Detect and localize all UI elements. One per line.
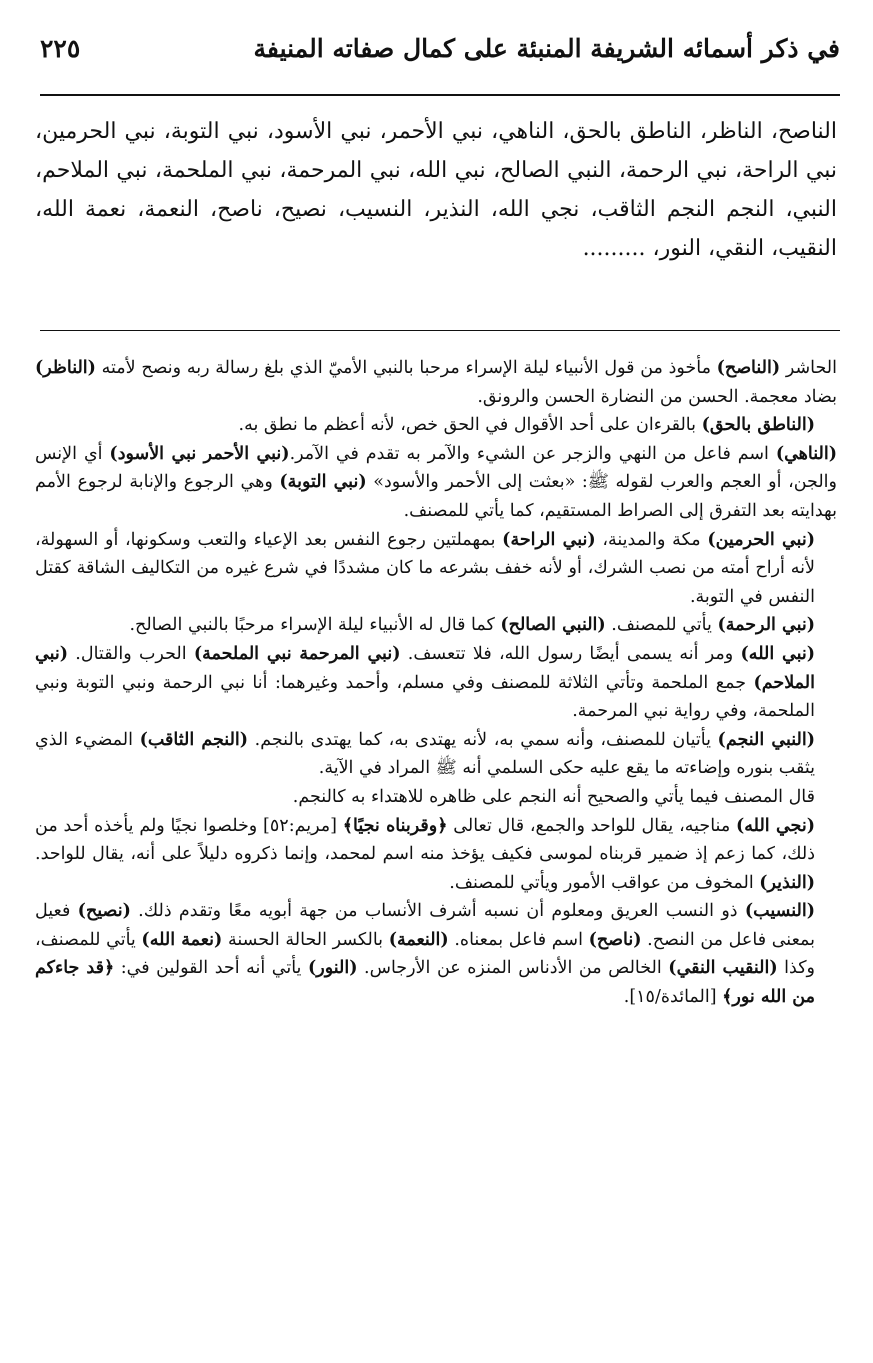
term: (نبي المرحمة نبي الملحمة) xyxy=(193,643,401,664)
text-run: أي الإنس والجن، أو العجم والعرب لقوله ﷺ: «بعثت إلى الأحمر والأسود» xyxy=(35,443,837,493)
text-run: مكة والمدينة، xyxy=(595,529,708,550)
term: (نبي الله) xyxy=(740,643,815,664)
term: (النور) xyxy=(307,958,358,979)
text-run: ومر أنه يسمى أيضًا رسول الله، فلا تتعسف. xyxy=(400,643,741,664)
text-run: [المائدة/١٥]. xyxy=(623,987,723,1008)
commentary-paragraph xyxy=(35,440,837,526)
text-run: يأتي للمصنف. xyxy=(605,615,718,636)
text-run: كما قال له الأنبياء ليلة الإسراء مرحبًا بالنبي الصالح. xyxy=(129,615,501,636)
text-run: مناجيه، يقال للواحد والجمع، قال تعالى xyxy=(447,815,736,836)
text-run: وهي الرجوع والإنابة لرجوع الأمم بهدايته بعد التفرق إلى الصراط المستقيم، كما يأتي للمصنف. xyxy=(35,472,837,521)
commentary-paragraph xyxy=(35,812,837,898)
term: (الناهي) xyxy=(775,443,837,464)
text-run: جمع الملحمة وتأتي الثلاثة للمصنف وفي مسلم، وأحمد وغيرهما: أنا نبي الرحمة ونبي التوبة ونبي الملحمة، وفي رواية نبي المرحمة. xyxy=(35,672,815,722)
term: (نعمة الله) xyxy=(141,929,223,950)
term: (النبي الصالح) xyxy=(500,615,606,636)
term: (ناصح) xyxy=(588,929,642,950)
commentary-paragraph xyxy=(35,526,837,612)
text-run: الحاشر xyxy=(780,358,837,378)
footnote-rule xyxy=(40,330,840,331)
term: (نجي الله) xyxy=(735,815,815,836)
commentary-paragraph xyxy=(35,354,837,411)
term: (نبي الحرمين) xyxy=(707,529,815,550)
term: (نصيح) xyxy=(77,901,131,922)
text-run: بضاد معجمة. الحسن من النضارة الحسن والرونق. xyxy=(477,386,837,407)
term: (النقيب النقي) xyxy=(668,958,778,979)
text-run: فعيل بمعنى فاعل من النصح. xyxy=(35,901,816,950)
commentary-paragraph xyxy=(35,411,837,440)
poem-text: الناصح، الناظر، الناطق بالحق، الناهي، نبي الأحمر، نبي الأسود، نبي التوبة، نبي الحرمين، نبي الراحة، نبي الرحمة، النبي الصالح، نبي الله، نبي المرحمة، نبي الملحمة، نبي الملاحم، النبي، النجم النجم الثاقب، نجي الله، النذير، النسيب، نصيح، ناصح، النعمة، نعمة الله، النقيب، النقي، النور، xyxy=(35,119,837,261)
commentary-paragraph xyxy=(35,640,837,726)
text-run: يأتي أنه أحد القولين في: xyxy=(114,958,308,979)
term: (النبي النجم) xyxy=(717,729,815,750)
text-run: اسم فاعل بمعناه. xyxy=(448,929,589,950)
text-run: الخالص من الأدناس المنزه عن الأرجاس. xyxy=(357,958,669,979)
page-header xyxy=(40,28,840,88)
term: (النسيب) xyxy=(744,901,816,922)
term: (الناطق بالحق) xyxy=(701,415,815,436)
text-run: [مريم:٥٢] وخلصوا نجيًا ولم يأخذه أحد من ذلك، كما زعم إذ ضمير قربناه لموسى فكيف يؤخذ منه اسم لمحمد، وإنما ذكروه دليلاً على أنه، يقال للواحد. xyxy=(35,815,815,865)
text-run: قال المصنف فيما يأتي والصحيح أنه النجم على ظاهره للاهتداء به كالنجم. xyxy=(292,786,815,807)
text-run: يأتيان للمصنف، وأنه سمي به، لأنه يهتدى به، كما يهتدى بالنجم. xyxy=(248,729,718,750)
running-title: في ذكر أسمائه الشريفة المنبئة على كمال صفاته المنيفة xyxy=(253,34,840,63)
page-number: ٢٢٥ xyxy=(40,34,81,63)
term: (النذير) xyxy=(759,872,815,893)
term: (نبي التوبة) xyxy=(279,472,367,493)
term: (النعمة) xyxy=(388,929,449,950)
term: (نبي الرحمة) xyxy=(717,615,815,636)
text-run: الحرب والقتال. xyxy=(68,643,194,664)
commentary xyxy=(35,354,837,1012)
text-run: بمهملتين رجوع النفس بعد الإعياء والتعب وسكونها، أو السهولة، لأنه أراح أمته من نصب الشرك، أو لأنه خفف بشرعه ما كان مشددًا في شرع غيره من التكاليف الشاقة كقتل النفس في التوبة. xyxy=(35,529,815,607)
quran-quote: ﴿قد جاءكم من الله نور﴾ xyxy=(35,958,815,1008)
commentary-paragraph xyxy=(35,611,837,640)
text-run: اسم فاعل من النهي والزجر عن الشيء والآمر به تقدم في الآمر. xyxy=(289,443,776,464)
term: (نبي الراحة) xyxy=(502,529,596,550)
text-run: مأخوذ من قول الأنبياء ليلة الإسراء مرحبا بالنبي الأميّ الذي بلغ رسالة ربه ونصح لأمته xyxy=(95,358,717,378)
quran-quote: ﴿وقربناه نجيًا﴾ xyxy=(342,815,448,836)
commentary-paragraph xyxy=(35,783,837,812)
commentary-paragraph xyxy=(35,726,837,783)
text-run: بالقرءان على أحد الأقوال في الحق خص، لأنه أعظم ما نطق به. xyxy=(238,415,702,436)
header-rule xyxy=(40,94,840,96)
term: (الناصح) xyxy=(716,358,781,378)
text-run: المخوف من عواقب الأمور ويأتي للمصنف. xyxy=(449,872,760,893)
commentary-paragraph xyxy=(35,897,837,1011)
text-run: ذو النسب العريق ومعلوم أن نسبه أشرف الأنساب من جهة أبويه معًا وتقدم ذلك. xyxy=(130,901,745,922)
term: (الناظر) xyxy=(35,358,96,378)
poem-verse xyxy=(35,112,837,268)
term: (النجم الثاقب) xyxy=(139,729,249,750)
term: (نبي الملاحم) xyxy=(35,643,815,693)
text-run: بالكسر الحالة الحسنة xyxy=(222,929,389,950)
text-run: المضيء الذي يثقب بنوره وإضاءته ما يقع عليه حكى السلمي أنه ﷺ المراد في الآية. xyxy=(35,729,815,779)
term: (نبي الأحمر نبي الأسود) xyxy=(109,443,290,464)
text-run: يأتي للمصنف، وكذا xyxy=(35,929,816,979)
poem-dots: ......... xyxy=(582,236,646,261)
